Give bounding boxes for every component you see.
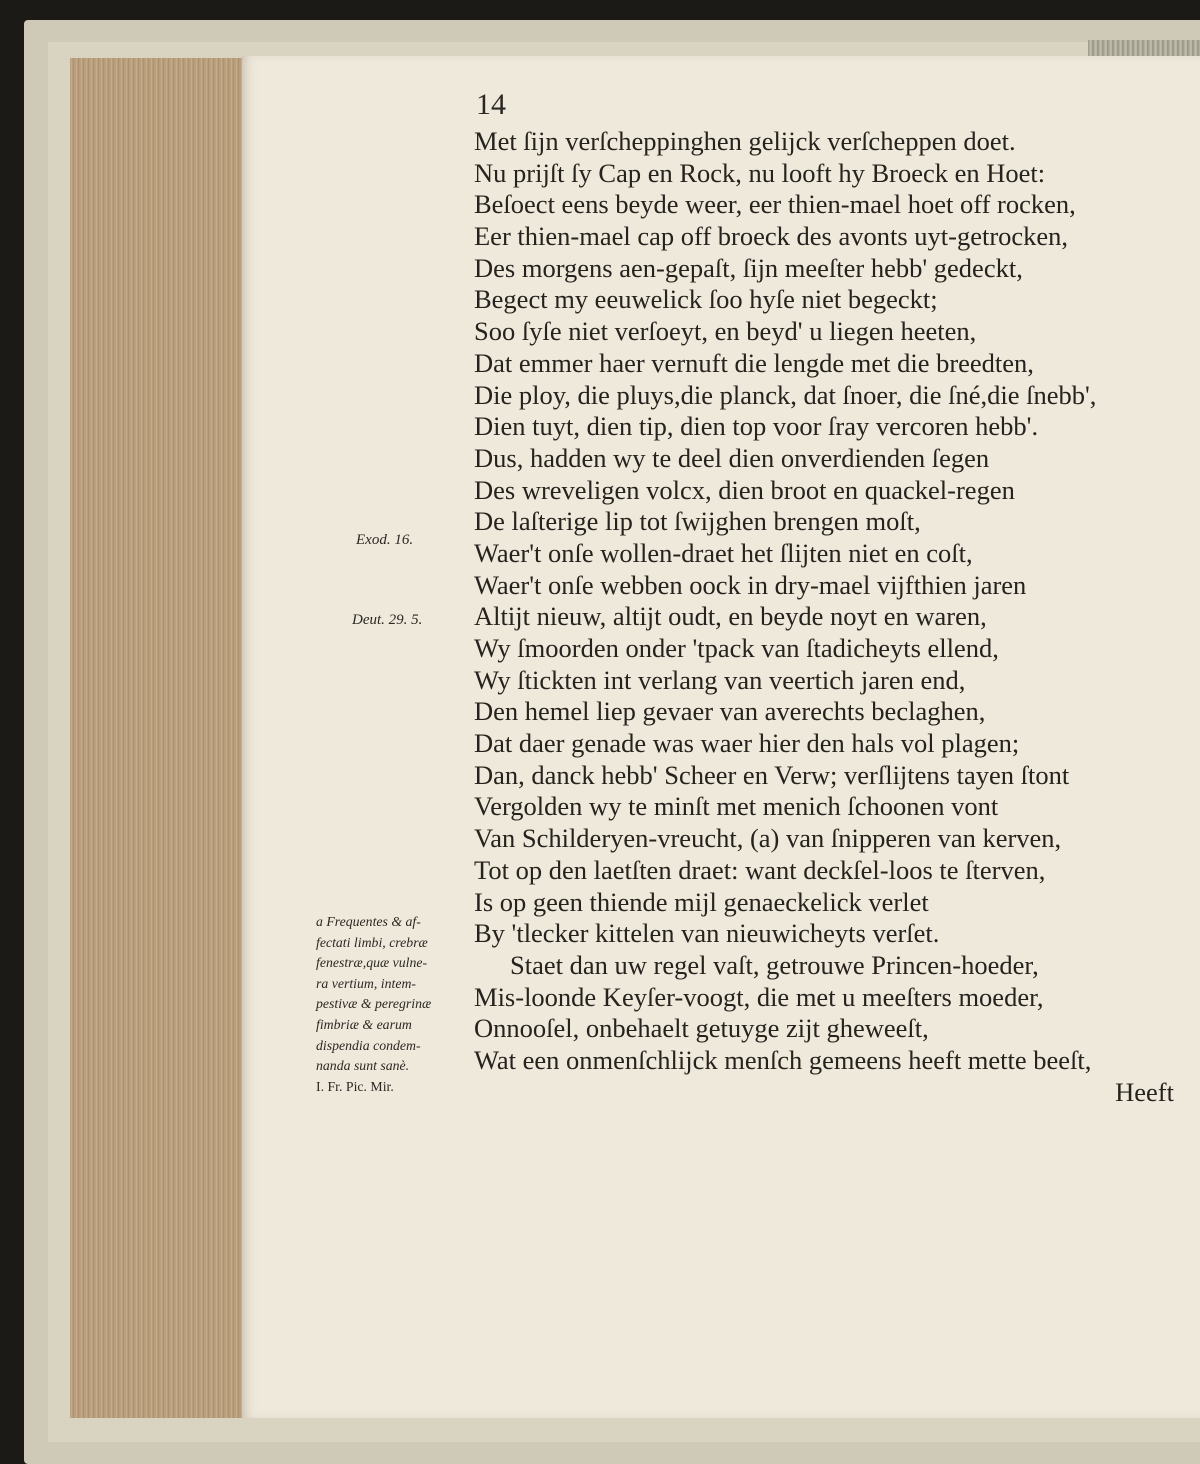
verse-line: Dan, danck hebb' Scheer en Verw; verſlijtens tayen ſtont: [474, 759, 1070, 790]
latin-gloss: [316, 912, 462, 1097]
verse-line: Eer thien-mael cap off broeck des avonts uyt-getrocken,: [474, 221, 1069, 252]
verse-body: [474, 126, 1194, 1108]
verse-line: Soo ſyſe niet verſoeyt, en beyd' u liegen heeten,: [474, 316, 977, 347]
gloss-line: fectati limbi, crebræ: [316, 934, 428, 950]
verse-line: Wy ſtickten int verlang van veertich jaren end,: [474, 664, 966, 695]
verse-line: Staet dan uw regel vaſt, getrouwe Princen-hoeder,: [510, 949, 1039, 980]
gloss-line: fenestræ,quæ vulne-: [316, 955, 428, 971]
verse-line: Wy ſmoorden onder 'tpack van ſtadicheyts ellend,: [474, 633, 999, 663]
margin-note-exod: Exod. 16.: [356, 532, 414, 548]
verse-line: Is op geen thiende mijl genaeckelick verlet: [474, 886, 929, 917]
verse-line: Van Schilderyen-vreucht, (a) van ſnipperen van kerven,: [474, 823, 1062, 854]
verse-line: Des morgens aen-gepaſt, ſijn meeſter hebb' gedeckt,: [474, 252, 1023, 283]
gloss-line: nanda sunt sanè.: [316, 1058, 410, 1074]
verse-line: Begect my eeuwelick ſoo hyſe niet begeckt;: [474, 284, 938, 315]
gloss-line: a Frequentes & af-: [316, 914, 421, 929]
verse-line: Dat emmer haer vernuft die lengde met die breedten,: [474, 347, 1034, 378]
verse-line: Met ſijn verſcheppinghen gelijck verſcheppen doet.: [474, 126, 1016, 156]
page-block-edge: [70, 58, 244, 1418]
verse-line: Dus, hadden wy te deel dien onverdienden ſegen: [474, 442, 990, 473]
verse-line: By 'tlecker kittelen van nieuwicheyts verſet.: [474, 918, 940, 949]
verse-line: De laſterige lip tot ſwijghen brengen moſt,: [474, 506, 921, 537]
verse-line: Den hemel liep gevaer van averechts beclaghen,: [474, 696, 986, 727]
verse-line: Dat daer genade was waer hier den hals vol plagen;: [474, 728, 1020, 759]
page-number: 14: [476, 88, 506, 121]
verse-line: Onnooſel, onbehaelt getuyge zijt gheweeſt,: [474, 1013, 929, 1044]
catchword: Heeft: [1115, 1076, 1174, 1107]
verse-line: Dien tuyt, dien tip, dien top voor ſray vercoren hebb'.: [474, 411, 1039, 442]
verse-line: Tot op den laetſten draet: want deckſel-loos te ſterven,: [474, 854, 1046, 885]
gloss-line: fimbriæ & earum: [316, 1016, 412, 1032]
gloss-line: dispendia condem-: [316, 1037, 421, 1053]
verse-line: Vergolden wy te minſt met menich ſchoonen vont: [474, 791, 999, 822]
verse-line: Waer't onſe wollen-draet het ſlijten niet en coſt,: [474, 537, 973, 568]
verse-line: Waer't onſe webben oock in dry-mael vijfthien jaren: [474, 569, 1027, 600]
verse-line: Des wreveligen volcx, dien broot en quackel-regen: [474, 474, 1015, 505]
verse-line: Nu prijſt ſy Cap en Rock, nu looft hy Broeck en Hoet:: [474, 157, 1046, 188]
verse-line: Mis-loonde Keyſer-voogt, die met u meeſters moeder,: [474, 981, 1044, 1012]
gloss-source: I. Fr. Pic. Mir.: [316, 1078, 394, 1094]
gloss-line: ra vertium, intem-: [316, 975, 417, 991]
margin-note-deut: Deut. 29. 5.: [352, 612, 423, 628]
gloss-line: pestivæ & peregrinæ: [316, 996, 432, 1012]
verse-line: Die ploy, die pluys,die planck, dat ſnoer, die ſné,die ſnebb',: [474, 379, 1097, 410]
verse-line: Beſoect eens beyde weer, eer thien-mael hoet off rocken,: [474, 189, 1076, 220]
verse-line: Altijt nieuw, altijt oudt, en beyde noyt en waren,: [474, 601, 987, 632]
verse-line: Wat een onmenſchlijck menſch gemeens heeft mette beeſt,: [474, 1044, 1092, 1075]
